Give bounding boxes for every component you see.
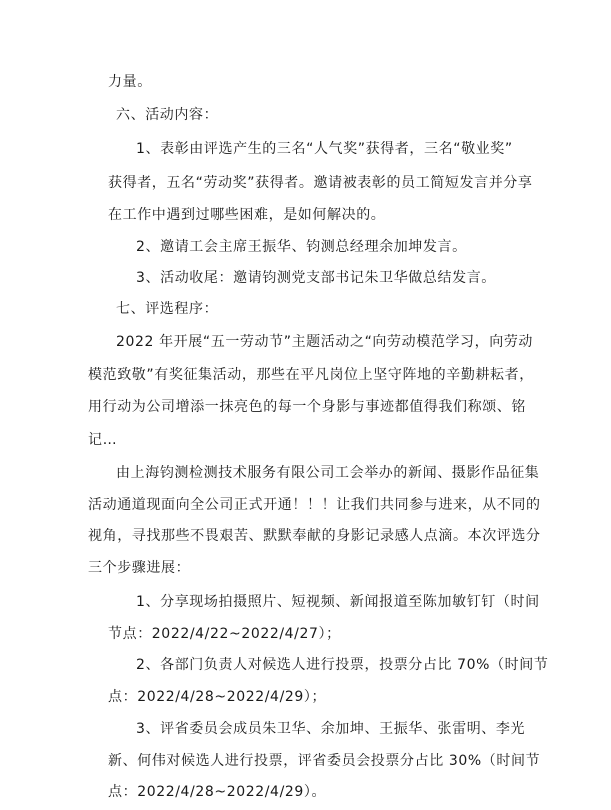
text-line: 2、各部门负责人对候选人进行投票，投票分占比 70%（时间节 [136,657,549,673]
text-line: 三个步骤进展： [88,560,191,576]
text-line: 节点：2022/4/22~2022/4/27）； [108,626,341,642]
section-heading: 六、活动内容： [116,107,219,123]
text-line: 点：2022/4/28~2022/4/29）； [108,689,327,705]
text-line: 新、何伟对候选人进行投票，评省委员会投票分占比 30%（时间节 [108,753,541,769]
text-line: 获得者，五名“劳动奖”获得者。邀请被表彰的员工简短发言并分享 [108,175,533,191]
text-line: 力量。 [108,74,152,90]
text-line: 在工作中遇到过哪些困难，是如何解决的。 [108,207,386,223]
text-line: 1、分享现场拍摄照片、短视频、新闻报道至陈加敏钉钉（时间 [136,594,540,610]
text-line: 1、表彰由评选产生的三名“人气奖”获得者，三名“敬业奖” [136,141,513,157]
text-line: 2022 年开展“五一劳动节”主题活动之“向劳动模范学习，向劳动 [116,334,534,350]
text-line: 2、邀请工会主席王振华、钧测总经理余加坤发言。 [136,239,467,255]
text-line: 由上海钧测检测技术服务有限公司工会举办的新闻、摄影作品征集 [116,465,540,481]
text-line: 记… [88,432,118,448]
section-heading: 七、评选程序： [116,301,219,317]
text-line: 模范致敬”有奖征集活动，那些在平凡岗位上坚守阵地的辛勤耕耘者， [88,367,534,383]
text-line: 3、评省委员会成员朱卫华、余加坤、王振华、张雷明、李光 [136,721,526,737]
text-line: 活动通道现面向全公司正式开通！！！让我们共同参与进来，从不同的 [88,497,541,513]
text-line: 用行动为公司增添一抹亮色的每一个身影与事迹都值得我们称颂、铭 [88,399,526,415]
text-line: 点：2022/4/28~2022/4/29）。 [108,784,327,800]
text-line: 3、活动收尾：邀请钧测党支部书记朱卫华做总结发言。 [136,270,496,286]
text-line: 视角，寻找那些不畏艰苦、默默奉献的身影记录感人点滴。本次评选分 [88,528,541,544]
